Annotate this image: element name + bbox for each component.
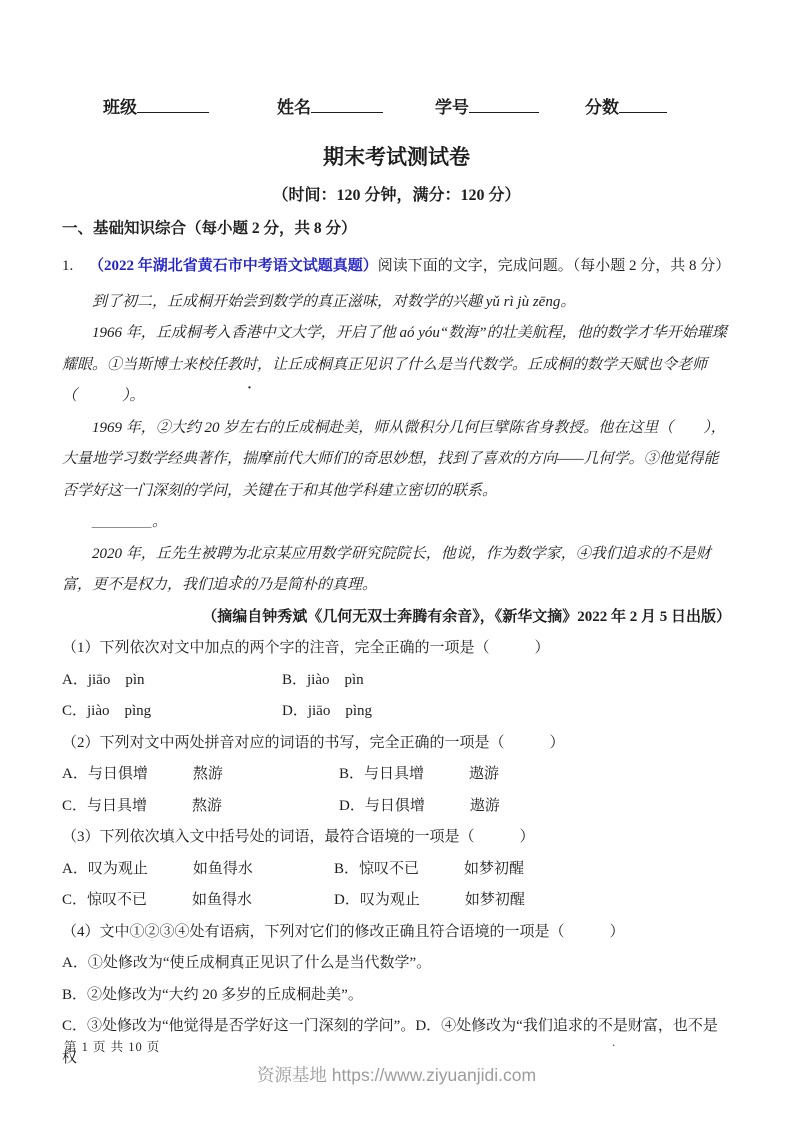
- passage-paragraph-2: [62, 318, 731, 413]
- reading-passage: [62, 287, 731, 602]
- option-d: D．jiāo pìng: [282, 703, 372, 719]
- option-b: B．jiào pìn: [282, 671, 364, 688]
- option-c-d: C．③处修改为“他觉得是否学好这一门深刻的学问”。D．④处修改为“我们追求的不是财富，也不是权: [62, 1018, 718, 1066]
- field-score: [585, 97, 667, 118]
- option-d: D．叹为观止 如梦初醒: [334, 892, 525, 908]
- field-score-blank: [619, 97, 667, 113]
- passage-paragraph-4-text-cont: 为北京某应用数学研究院院长，他说，作为数学家，④我们追求的不是财富，更不是权力，我们追求的乃是简朴的真理。: [62, 545, 711, 593]
- page-number: 第 1 页 共 10 页: [64, 1040, 161, 1054]
- passage-paragraph-4: [62, 539, 731, 602]
- option-b: B．与日具增 遨游: [339, 766, 500, 782]
- field-student-id: [435, 97, 539, 118]
- passage-paragraph-2-text: 1966 年，丘成桐考入香港中文大学，开启了他 aó yóu“数海”的壮美航程，他的数学才华开始璀璨耀眼。①当斯博士来校任: [62, 325, 727, 373]
- field-class-blank: [137, 97, 209, 113]
- emphasized-char-jiao: 教: [227, 356, 243, 373]
- passage-citation: （摘编自钟秀斌《几何无双士奔腾有余音》，《新华文摘》2022 年 2 月 5 日出版）: [202, 608, 731, 625]
- subquestion-3: [62, 822, 731, 917]
- watermark: 资源基地 https://www.ziyuanjidi.com: [256, 1065, 537, 1085]
- passage-paragraph-1: 到了初二，丘成桐开始尝到数学的真正滋味，对数学的兴趣 yǔ rì jù zēng。: [92, 293, 576, 310]
- option-c: C．惊叹不已 如鱼得水: [62, 892, 253, 908]
- question-number: 1.: [62, 258, 74, 274]
- subquestion-2-stem: （2）下列对文中两处拼音对应的词语的书写，完全正确的一项是（ ）: [62, 734, 565, 751]
- option-d: D．与日俱增 遨游: [339, 797, 500, 814]
- exam-time-score: （时间：120 分钟，满分：120 分）: [272, 187, 521, 204]
- field-class: [103, 97, 209, 118]
- field-name-label: 姓名: [277, 98, 311, 117]
- option-b: B．②处修改为“大约 20 多岁的丘成桐赴美”。: [62, 986, 363, 1003]
- passage-paragraph-3: 1969 年，②大约 20 岁左右的丘成桐赴美，师从微积分几何巨擘陈省身教授。他在这里（ ），大量地学习数学经典著作，揣摩前代大师们的奇思妙想，找到了喜欢的方向——几何学。③他觉得能否学好这一门深刻的学问，关键在于和其他学科建立密切的联系。: [62, 419, 726, 499]
- subquestion-2: [62, 728, 731, 823]
- field-name-blank: [311, 97, 383, 113]
- subquestion-1: [62, 633, 731, 728]
- subquestion-2-options-row-2: [62, 791, 731, 823]
- passage-paragraph-4-text: 2020 年，丘先生被: [92, 545, 216, 562]
- passage-paragraph-2-text-cont: 时，让丘成桐真正见识了什么是当代数学。丘成桐的数学天赋也令老师（ ）。: [62, 356, 708, 404]
- question-intro: 阅读下面的文字，完成问题。（每小题 2 分，共 8 分）: [377, 258, 731, 274]
- subquestion-3-stem: （3）下列依次填入文中括号处的词语，最符合语境的一项是（ ）: [62, 829, 535, 845]
- subquestion-2-options-row-1: [62, 759, 731, 791]
- option-a: A．叹为观止 如鱼得水: [62, 860, 253, 877]
- subquestion-4: [62, 917, 731, 1075]
- section-heading: 一、基础知识综合（每小题 2 分，共 8 分）: [62, 220, 357, 237]
- option-c: C．jiào pìng: [62, 703, 152, 719]
- option-a: A．jiāo pìn: [62, 671, 145, 688]
- passage-blank-line: ＿＿＿＿。: [92, 514, 168, 530]
- option-c: C．与日具增 熬游: [62, 797, 223, 814]
- student-info-header: [62, 97, 731, 118]
- field-score-label: 分数: [585, 98, 619, 117]
- subquestion-1-options-row-2: [62, 696, 731, 728]
- option-a: A．①处修改为“使丘成桐真正见识了什么是当代数学”。: [62, 955, 432, 971]
- emphasized-char-pin: 聘: [215, 545, 231, 562]
- field-name: [277, 97, 383, 118]
- field-student-id-label: 学号: [435, 98, 469, 117]
- field-class-label: 班级: [103, 98, 137, 117]
- question-1-header: [62, 251, 731, 283]
- option-b: B．惊叹不已 如梦初醒: [334, 860, 525, 877]
- subquestion-4-stem: （4）文中①②③④处有语病，下列对它们的修改正确且符合语境的一项是（ ）: [62, 923, 625, 940]
- subquestion-3-options-row-1: [62, 854, 731, 886]
- page-title: 期末考试测试卷: [323, 145, 470, 169]
- subquestion-1-stem: （1）下列依次对文中加点的两个字的注音，完全正确的一项是（ ）: [62, 640, 550, 656]
- stray-dot: .: [612, 1034, 616, 1049]
- option-a: A．与日俱增 熬游: [62, 766, 223, 782]
- subquestion-3-options-row-2: [62, 885, 731, 917]
- subquestion-1-options-row-1: [62, 665, 731, 697]
- question-source-tag: （2022 年湖北省黄石市中考语文试题真题）: [89, 258, 378, 274]
- field-student-id-blank: [469, 97, 539, 113]
- question-text: [89, 251, 730, 283]
